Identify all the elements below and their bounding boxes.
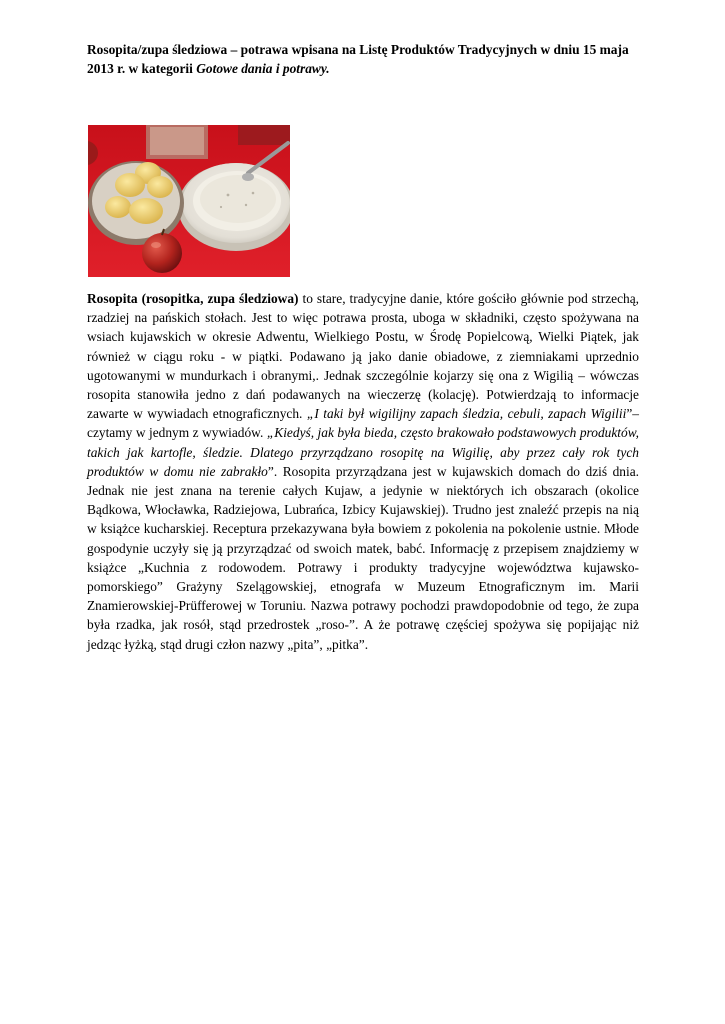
article-paragraph-part-3: ”. Rosopita przyrządzana jest w kujawskich domach do dziś dnia. Jednak nie jest znana na terenie całych Kujaw, a jedynie w niektórych ich obszarach (okolice Bądkowa, Włocławka, Radziejowa, Lubrańca, Izbicy Kujawskiej). Trudno jest znaleźć przepis na nią w książce kucharskiej. Receptura przekazywana była bowiem z pokolenia na pokolenie ustnie. Młode gospodynie uczyły się ją przyrządzać od swoich matek, babć. Informację z przepisem znajdziemy w książce „Kuchnia z rodowodem. Potrawy i produkty tradycyjne województwa kujawsko-pomorskiego” Grażyny Szelągowskiej, etnografa w Muzeum Etnograficznym im. Marii Znamierowskiej-Prüfferowej w Toruniu. Nazwa potrawy pochodzi prawdopodobnie od tego, że zupa była rzadka, jak rosół, stąd przedrostek „roso-”. A że potrawę częściej spożywa się popijając niż jedząc łyżką, stąd drugi człon nazwy „pita”, „pitka”. — [87, 463, 640, 652]
article-lead: Rosopita (rosopitka, zupa śledziowa) — [87, 291, 299, 306]
interview-quote-2: „Kiedyś, jak była bieda, często brakowało podstawowych produktów, takich jak kartofle, śledzie. Dlatego przyrządzano rosopitę na Wigilię, aby przez cały rok tych produktów w domu nie zabrakło — [87, 425, 639, 479]
title-main: Rosopita/zupa śledziowa – potrawa wpisana na Listę Produktów Tradycyjnych w dniu 15 maja 2013 r. w kategorii — [87, 42, 629, 76]
soup-photo — [88, 125, 290, 277]
article-paragraph-part-1: to stare, tradycyjne danie, które gościło głównie pod strzechą, rzadziej na pańskich stołach. Jest to więc potrawa prosta, uboga w składniki, często spożywana na wsiach kujawskich w okresie Adwentu, Wielkiego Postu, w Środę Popielcową, Wielki Piątek, jak również w ciągu roku - w piątki. Podawano ją jako danie obiadowe, z ziemniakami uprzednio ugotowanymi w mundurkach i obranymi,. Jednak szczególnie kojarzy się ona z Wigilią – wówczas rosopita stanowiła jedno z dań podawanych na wieczerzę (kolację). Potwierdzają to informacje zawarte w wywiadach etnograficznych. — [87, 291, 640, 422]
title-category: Gotowe dania i potrawy. — [196, 61, 330, 76]
article-paragraph-part-2: ”– czytamy w jednym z wywiadów. — [87, 406, 639, 441]
interview-quote-1: „I taki był wigilijny zapach śledzia, cebuli, zapach Wigilii — [306, 406, 627, 422]
document-title — [87, 40, 647, 78]
article-text — [87, 289, 639, 654]
photo-illustration — [88, 125, 290, 277]
